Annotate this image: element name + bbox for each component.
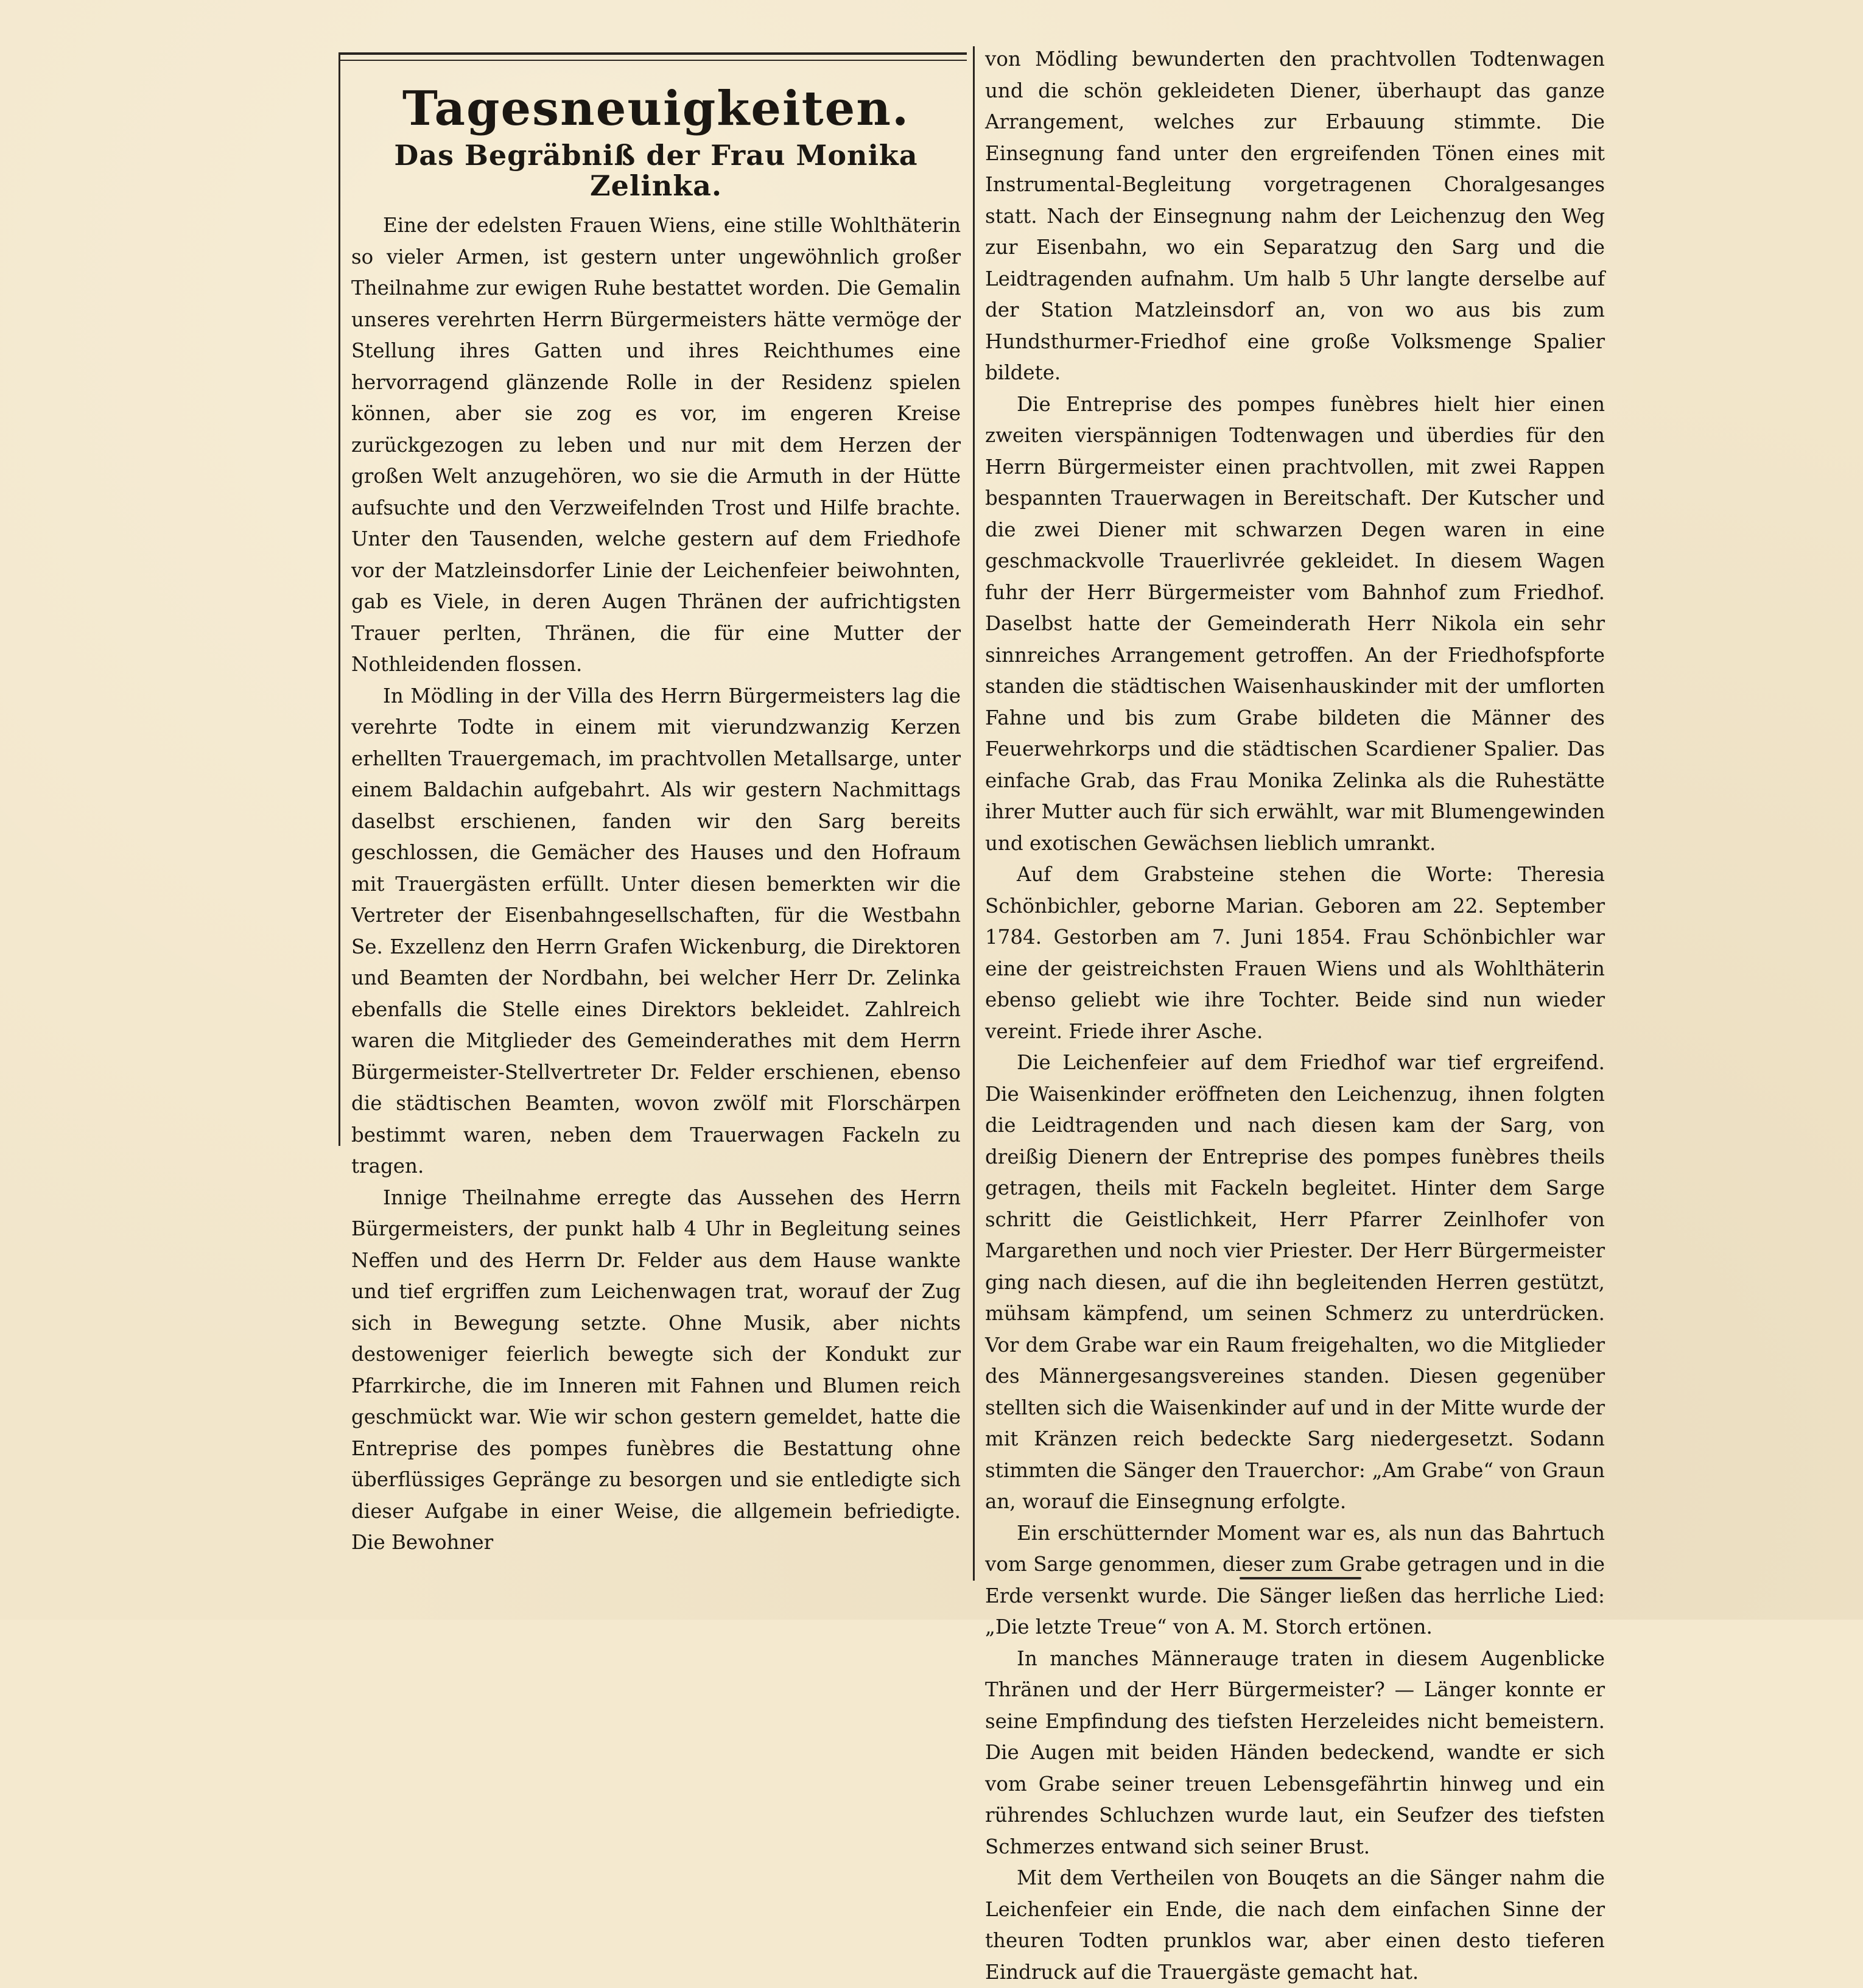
- article-paragraph: In Mödling in der Villa des Herrn Bürgermeisters lag die verehrte Todte in einem mit vierundzwanzig Kerzen erhellten Trauergemach, im prachtvollen Metallsarge, unter einem Baldachin aufgebahrt. Als wir gestern Nachmittags daselbst erschienen, fanden wir den Sarg bereits geschlossen, die Gemächer des Hauses und den Hofraum mit Trauergästen erfüllt. Unter diesen bemerkten wir die Vertreter der Eisenbahngesellschaften, für die Westbahn Se. Exzellenz den Herrn Grafen Wickenburg, die Direktoren und Beamten der Nordbahn, bei welcher Herr Dr. Zelinka ebenfalls die Stelle eines Direktors bekleidet. Zahlreich waren die Mitglieder des Gemeinderathes mit dem Herrn Bürgermeister-Stellvertreter Dr. Felder erschienen, ebenso die städtischen Beamten, wovon zwölf mit Florschärpen bestimmt waren, neben dem Trauerwagen Fackeln zu tragen.: [351, 684, 961, 1178]
- article-paragraph: Mit dem Vertheilen von Bouqets an die Sänger nahm die Leichenfeier ein Ende, die nach dem einfachen Sinne der theuren Todten prunklos war, aber einen desto tieferen Eindruck auf die Trauergäste gemacht hat.: [985, 1866, 1605, 1984]
- article-paragraph-continued: von Mödling bewunderten den prachtvollen Todtenwagen und die schön gekleideten Diener, überhaupt das ganze Arrangement, welches zur Erbauung stimmte. Die Einsegnung fand unter den ergreifenden Tönen eines mit Instrumental-Begleitung vorgetragenen Choralgesanges statt. Nach der Einsegnung nahm der Leichenzug den Weg zur Eisenbahn, wo ein Separatzug den Sarg und die Leidtragenden aufnahm. Um halb 5 Uhr langte derselbe auf der Station Matzleinsdorf an, von wo aus bis zum Hundsthurmer-Friedhof eine große Volksmenge Spalier bildete.: [985, 47, 1605, 384]
- article-paragraph: Die Entreprise des pompes funèbres hielt hier einen zweiten vierspännigen Todtenwagen und überdies für den Herrn Bürgermeister einen prachtvollen, mit zwei Rappen bespannten Trauerwagen in Bereitschaft. Der Kutscher und die zwei Diener mit schwarzen Degen waren in eine geschmackvolle Trauerlivrée gekleidet. In diesem Wagen fuhr der Herr Bürgermeister vom Bahnhof zum Friedhof. Daselbst hatte der Gemeinderath Herr Nikola ein sehr sinnreiches Arrangement getroffen. An der Friedhofspforte standen die städtischen Waisenhauskinder mit der umflorten Fahne und bis zum Grabe bildeten die Männer des Feuerwehrkorps und die städtischen Scardiener Spalier. Das einfache Grab, das Frau Monika Zelinka als die Ruhestätte ihrer Mutter auch für sich erwählt, war mit Blumengewinden und exotischen Gewächsen lieblich umrankt.: [985, 392, 1605, 855]
- article-headline: Das Begräbniß der Frau Monika Zelinka.: [394, 138, 918, 203]
- article-paragraph: In manches Männerauge traten in diesem Augenblicke Thränen und der Herr Bürgermeister? — Länger konnte er seine Empfindung des tiefsten Herzeleides nicht bemeistern. Die Augen mit beiden Händen bedeckend, wandte er sich vom Grabe seiner treuen Lebensgefährtin hinweg und ein rührendes Schluchzen wurde laut, ein Seufzer des tiefsten Schmerzes entwand sich seiner Brust.: [985, 1646, 1605, 1858]
- right-column: [981, 44, 1605, 1984]
- article-paragraph: Die Leichenfeier auf dem Friedhof war tief ergreifend. Die Waisenkinder eröffneten den Leichenzug, ihnen folgten die Leidtragenden und nach diesen kam der Sarg, von dreißig Dienern der Entreprise des pompes funèbres theils getragen, theils mit Fackeln begleitet. Hinter dem Sarge schritt die Geistlichkeit, Herr Pfarrer Zeinlhofer von Margarethen und noch vier Priester. Der Herr Bürgermeister ging nach diesen, auf die ihn begleitenden Herren gestützt, mühsam kämpfend, um seinen Schmerz zu unterdrücken. Vor dem Grabe war ein Raum freigehalten, wo die Mitglieder des Männergesangsvereines standen. Diesen gegenüber stellten sich die Waisenkinder auf und in der Mitte wurde der mit Kränzen reich bedeckte Sarg niedergesetzt. Sodann stimmten die Sänger den Trauerchor: „Am Grabe“ von Graun an, worauf die Einsegnung erfolgte.: [985, 1051, 1605, 1513]
- section-masthead: Tagesneuigkeiten.: [402, 81, 910, 136]
- article-paragraph: Auf dem Grabsteine stehen die Worte: Theresia Schönbichler, geborne Marian. Geboren am 22. September 1784. Gestorben am 7. Juni 1854. Frau Schönbichler war eine der geistreichsten Frauen Wiens und als Wohlthäterin ebenso geliebt wie ihre Tochter. Beide sind nun wieder vereint. Friede ihrer Asche.: [985, 863, 1605, 1043]
- article-paragraph: Innige Theilnahme erregte das Aussehen des Herrn Bürgermeisters, der punkt halb 4 Uhr in Begleitung seines Neffen und des Herrn Dr. Felder aus dem Hause wankte und tief ergriffen zum Leichenwagen trat, worauf der Zug sich in Bewegung setzte. Ohne Musik, aber nichts destoweniger feierlich bewegte sich der Kondukt zur Pfarrkirche, die im Inneren mit Fahnen und Blumen reich geschmückt war. Wie wir schon gestern gemeldet, hatte die Entreprise des pompes funèbres die Bestattung ohne überflüssiges Gepränge zu besorgen und sie entledigte sich dieser Aufgabe in einer Weise, die allgemein befriedigte. Die Bewohner: [351, 1185, 961, 1554]
- column-top-rule: [340, 60, 967, 61]
- article-paragraph: Eine der edelsten Frauen Wiens, eine stille Wohlthäterin so vieler Armen, ist gestern unter ungewöhnlich großer Theilnahme zur ewigen Ruhe bestattet worden. Die Gemalin unseres verehrten Herrn Bürgermeisters hätte vermöge der Stellung ihres Gatten und ihres Reichthumes eine hervorragend glänzende Rolle in der Residenz spielen können, aber sie zog es vor, im engeren Kreise zurückgezogen zu leben und nur mit dem Herzen der großen Welt anzugehören, wo sie die Armuth in der Hütte aufsuchte und den Verzweifelnden Trost und Hilfe brachte. Unter den Tausenden, welche gestern auf dem Friedhofe vor der Matzleinsdorfer Linie der Leichenfeier beiwohnten, gab es Viele, in deren Augen Thränen der aufrichtigsten Trauer perlten, Thränen, die für eine Mutter der Nothleidenden flossen.: [351, 214, 961, 676]
- article-end-rule: [1240, 1577, 1361, 1579]
- article-paragraph: Ein erschütternder Moment war es, als nun das Bahrtuch vom Sarge genommen, dieser zum Grabe getragen und in die Erde versenkt wurde. Die Sänger ließen das herrliche Lied: „Die letzte Treue“ von A. M. Storch ertönen.: [985, 1521, 1605, 1639]
- column-divider-rule: [973, 46, 975, 1581]
- left-column: [339, 52, 967, 1554]
